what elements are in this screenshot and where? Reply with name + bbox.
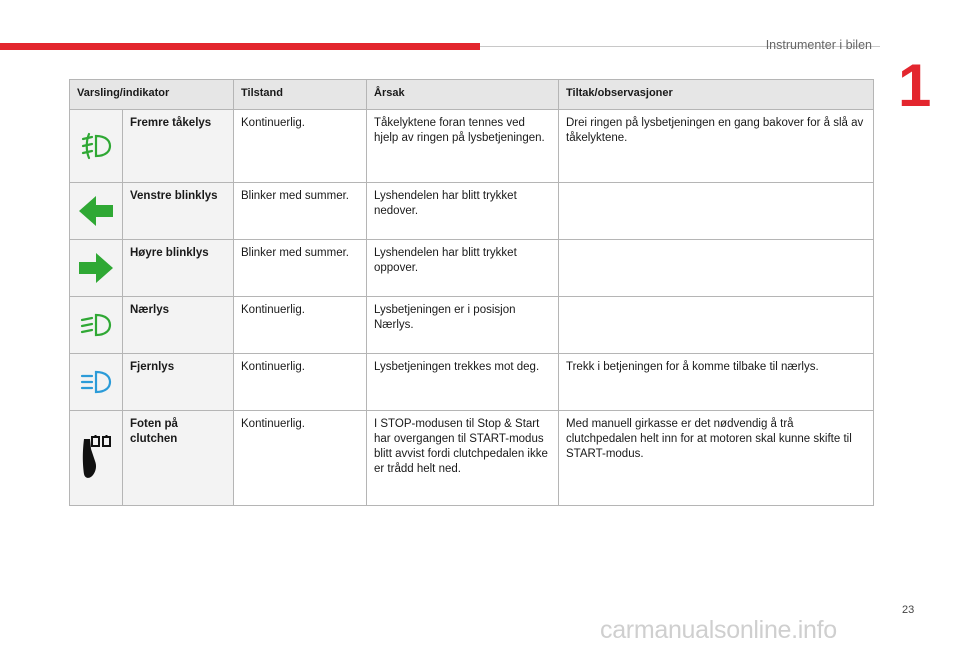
indicator-action <box>559 297 874 354</box>
indicator-state: Kontinuerlig. <box>234 110 367 183</box>
table-header-row <box>70 80 874 110</box>
header-action: Tiltak/observasjoner <box>559 80 874 110</box>
indicator-state: Kontinuerlig. <box>234 411 367 506</box>
foot-on-clutch-icon <box>70 411 123 506</box>
indicator-cause: Lyshendelen har blitt trykket oppover. <box>367 240 559 297</box>
table-row <box>70 297 874 354</box>
header-indicator: Varsling/indikator <box>70 80 234 110</box>
indicator-name: Foten på clutchen <box>123 411 234 506</box>
table-row <box>70 354 874 411</box>
table-row <box>70 183 874 240</box>
indicator-state: Blinker med summer. <box>234 240 367 297</box>
header-state: Tilstand <box>234 80 367 110</box>
indicator-name: Venstre blinklys <box>123 183 234 240</box>
right-turn-arrow-icon <box>70 240 123 297</box>
indicator-cause: Tåkelyktene foran tennes ved hjelp av ringen på lysbetjeningen. <box>367 110 559 183</box>
section-title: Instrumenter i bilen <box>765 38 872 52</box>
dipped-beam-icon <box>70 297 123 354</box>
header-red-bar <box>0 43 480 50</box>
indicator-name: Fjernlys <box>123 354 234 411</box>
indicator-action <box>559 183 874 240</box>
indicator-action <box>559 240 874 297</box>
indicator-cause: I STOP-modusen til Stop & Start har overgangen til START-modus blitt avvist fordi clutchpedalen ikke er trådd helt ned. <box>367 411 559 506</box>
indicator-name: Høyre blinklys <box>123 240 234 297</box>
indicator-cause: Lyshendelen har blitt trykket nedover. <box>367 183 559 240</box>
main-beam-icon <box>70 354 123 411</box>
front-fog-light-icon <box>70 110 123 183</box>
chapter-number: 1 <box>898 52 932 119</box>
indicator-cause: Lysbetjeningen trekkes mot deg. <box>367 354 559 411</box>
indicator-table <box>69 79 874 506</box>
left-turn-arrow-icon <box>70 183 123 240</box>
indicator-name: Nærlys <box>123 297 234 354</box>
table-row <box>70 110 874 183</box>
indicator-action: Med manuell girkasse er det nødvendig å trå clutchpedalen helt inn for at motoren skal kunne skifte til START-modus. <box>559 411 874 506</box>
indicator-state: Kontinuerlig. <box>234 354 367 411</box>
page-number: 23 <box>902 604 915 616</box>
indicator-state: Blinker med summer. <box>234 183 367 240</box>
indicator-name: Fremre tåkelys <box>123 110 234 183</box>
indicator-cause: Lysbetjeningen er i posisjon Nærlys. <box>367 297 559 354</box>
indicator-state: Kontinuerlig. <box>234 297 367 354</box>
indicator-action: Trekk i betjeningen for å komme tilbake til nærlys. <box>559 354 874 411</box>
header-cause: Årsak <box>367 80 559 110</box>
table-row <box>70 240 874 297</box>
watermark: carmanualsonline.info <box>600 616 837 644</box>
indicator-action: Drei ringen på lysbetjeningen en gang bakover for å slå av tåkelyktene. <box>559 110 874 183</box>
table-row <box>70 411 874 506</box>
